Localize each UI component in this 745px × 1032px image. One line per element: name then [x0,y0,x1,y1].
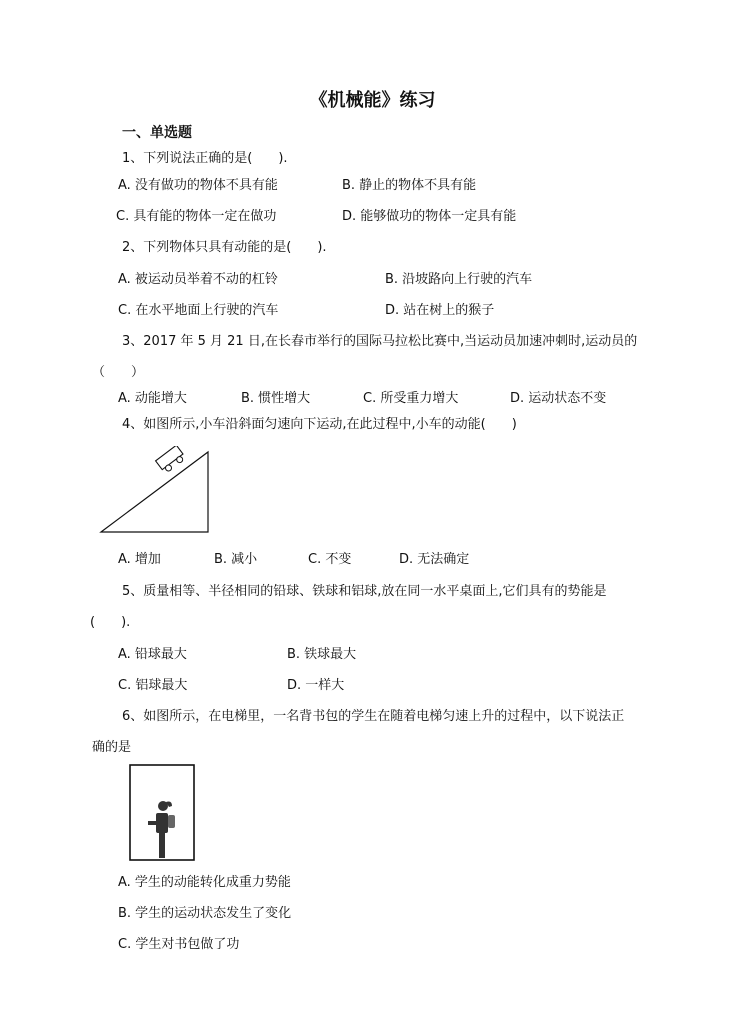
question-2-stem: 2、下列物体只具有动能的是( ). [122,240,327,255]
question-2-option-b: B. 沿坡路向上行驶的汽车 [385,272,533,287]
question-5-option-b: B. 铁球最大 [287,647,357,662]
question-6-stem: 6、如图所示，在电梯里，一名背书包的学生在随着电梯匀速上升的过程中，以下说法正 [122,709,625,724]
incline-cart-figure [96,446,216,536]
question-6-option-c: C. 学生对书包做了功 [118,937,240,952]
question-3-stem: 3、2017 年 5 月 21 日,在长春市举行的国际马拉松比赛中,当运动员加速冲刺时,运动员的 [122,334,638,349]
elevator-student-figure [128,763,198,863]
question-1-option-d: D. 能够做功的物体一定具有能 [342,209,517,224]
incline-triangle [101,452,208,532]
question-6-option-b: B. 学生的运动状态发生了变化 [118,906,292,921]
question-1-option-a: A. 没有做功的物体不具有能 [118,178,278,193]
section-heading: 一、单选题 [122,125,192,141]
question-4-option-b: B. 减小 [214,552,258,567]
question-2-option-d: D. 站在树上的猴子 [385,303,495,318]
question-4-option-d: D. 无法确定 [399,552,470,567]
question-3-stem-continued: （ ） [92,365,145,380]
question-4-option-c: C. 不变 [308,552,352,567]
question-1-option-b: B. 静止的物体不具有能 [342,178,477,193]
question-2-option-a: A. 被运动员举着不动的杠铃 [118,272,278,287]
question-5-option-a: A. 铅球最大 [118,647,187,662]
question-1-stem: 1、下列说法正确的是( ). [122,151,288,166]
cart-icon [156,446,187,474]
question-1-option-c: C. 具有能的物体一定在做功 [116,209,277,224]
question-3-option-b: B. 惯性增大 [241,391,311,406]
question-4-stem: 4、如图所示,小车沿斜面匀速向下运动,在此过程中,小车的动能( ) [122,417,517,432]
page-title: 《机械能》练习 [309,90,436,111]
question-3-option-c: C. 所受重力增大 [363,391,459,406]
question-5-option-c: C. 铝球最大 [118,678,188,693]
question-6-stem-continued: 确的是 [92,740,132,755]
question-5-stem: 5、质量相等、半径相同的铅球、铁球和铝球,放在同一水平桌面上,它们具有的势能是 [122,584,607,599]
question-6-option-a: A. 学生的动能转化成重力势能 [118,875,291,890]
question-3-option-a: A. 动能增大 [118,391,187,406]
question-2-option-c: C. 在水平地面上行驶的汽车 [118,303,279,318]
question-5-option-d: D. 一样大 [287,678,345,693]
question-4-option-a: A. 增加 [118,552,161,567]
question-3-option-d: D. 运动状态不变 [510,391,607,406]
question-5-stem-continued: ( ). [90,615,131,630]
